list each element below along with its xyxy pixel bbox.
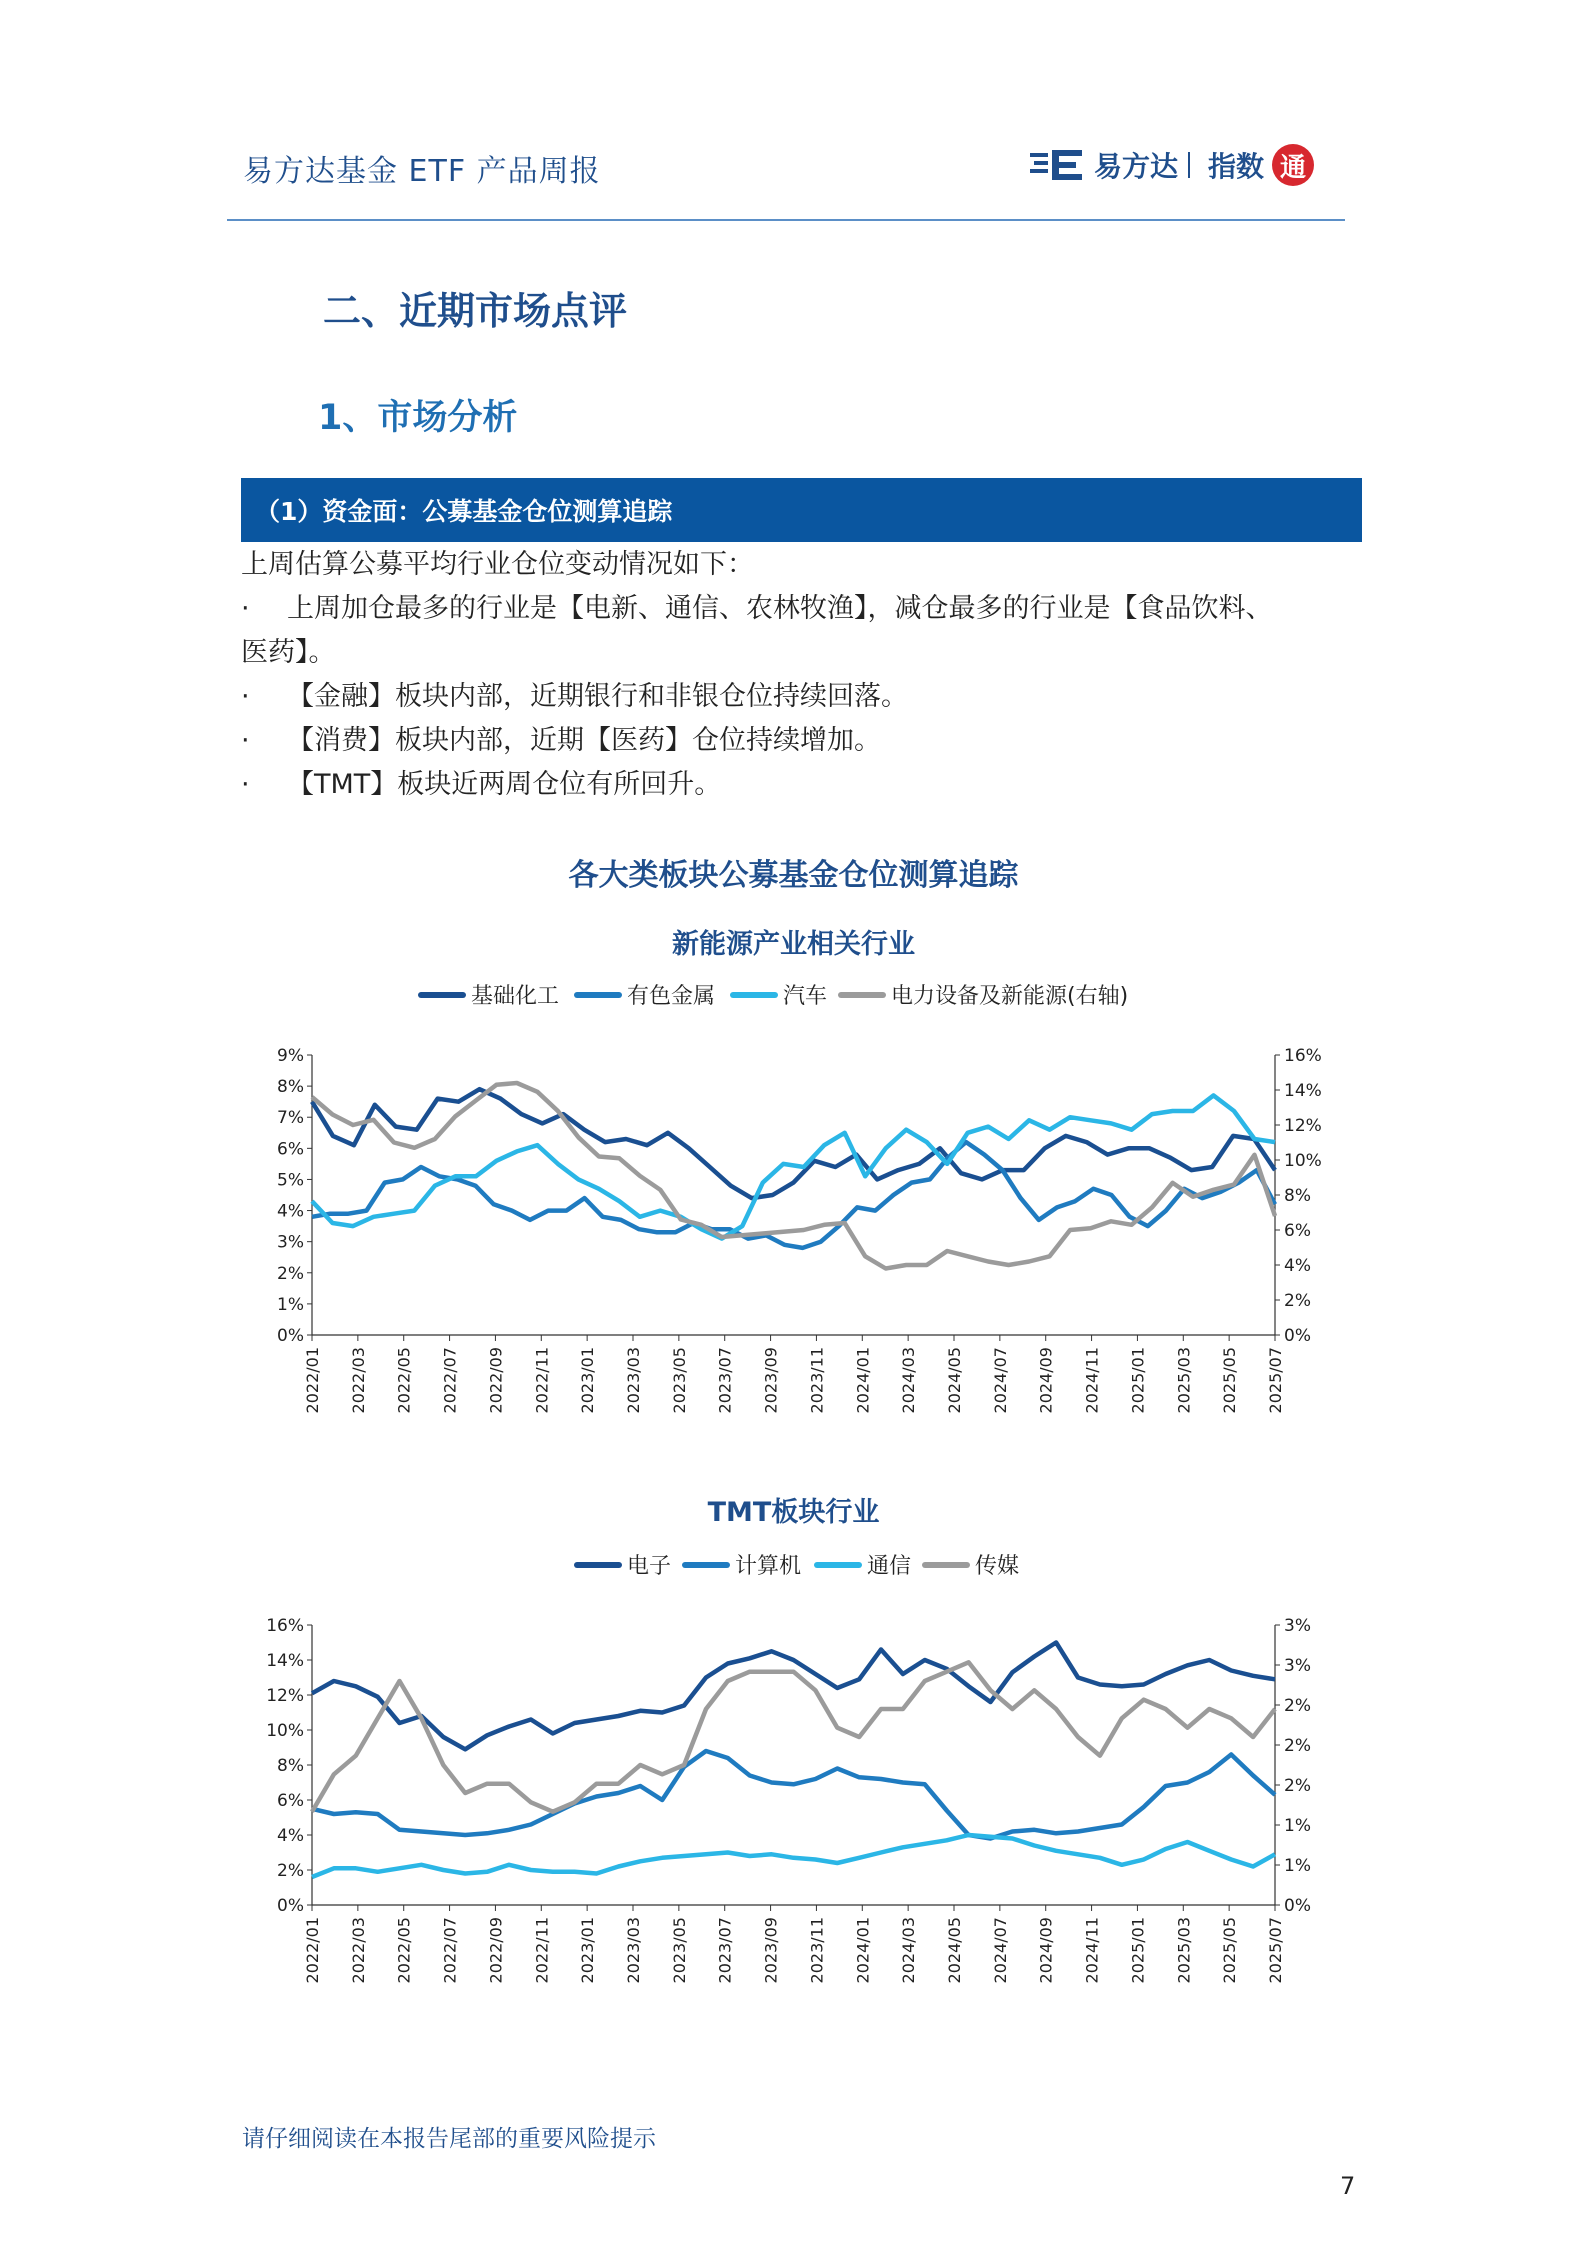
x-tick-label: 2025/01 [1128,1917,1148,1984]
x-tick-label: 2025/01 [1128,1347,1148,1414]
y-right-tick-label: 2% [1284,1696,1311,1716]
x-tick-label: 2022/11 [532,1347,552,1414]
series-line [312,1835,1275,1877]
intro-text: 上周估算公募平均行业仓位变动情况如下： [241,549,754,580]
bullet-text: 【金融】板块内部，近期银行和非银仓位持续回落。 [287,681,908,712]
y-right-tick-label: 16% [1284,1046,1322,1066]
x-tick-label: 2024/07 [990,1917,1010,1984]
y-left-tick-label: 6% [277,1791,304,1811]
series-line [312,1643,1275,1750]
y-right-tick-label: 2% [1284,1776,1311,1796]
y-left-tick-label: 10% [266,1721,304,1741]
series-line [312,1089,1275,1198]
x-tick-label: 2022/09 [486,1347,506,1414]
y-left-tick-label: 0% [277,1326,304,1346]
y-left-tick-label: 2% [277,1263,304,1284]
series-line [312,1751,1275,1839]
x-tick-label: 2022/03 [348,1347,368,1414]
legend-label: 汽车 [783,984,828,1009]
y-left-tick-label: 12% [266,1686,304,1706]
bullet-dot: · [241,725,250,756]
y-right-tick-label: 0% [1284,1326,1311,1346]
logo-brand-text: 易方达 [1094,150,1179,183]
subsection-title: 1、市场分析 [318,398,518,438]
chart2-title: TMT板块行业 [707,1497,880,1528]
bullet-4 [241,763,1366,807]
y-right-tick-label: 12% [1284,1116,1322,1136]
x-tick-label: 2022/07 [440,1917,460,1984]
legend-label: 计算机 [735,1554,802,1579]
bullet-text: 【TMT】板块近两周仓位有所回升。 [287,769,722,800]
bullet-1 [241,587,1366,631]
x-tick-label: 2024/01 [853,1917,873,1984]
page-number: 7 [1340,2172,1356,2200]
x-tick-label: 2024/11 [1082,1917,1102,1984]
x-tick-label: 2022/03 [348,1917,368,1984]
x-tick-label: 2023/03 [624,1917,643,1984]
x-tick-label: 2022/05 [394,1347,414,1414]
x-tick-label: 2024/09 [1036,1917,1056,1984]
y-left-tick-label: 8% [277,1077,304,1098]
y-left-tick-label: 6% [277,1139,304,1160]
x-tick-label: 2024/05 [945,1347,964,1414]
y-right-tick-label: 3% [1284,1656,1311,1676]
legend-label: 通信 [867,1554,912,1579]
legend-label: 电子 [627,1554,672,1579]
x-tick-label: 2023/07 [715,1347,735,1414]
section-banner: （1）资金面：公募基金仓位测算追踪 [241,478,1362,542]
legend-label: 电力设备及新能源(右轴) [891,984,1129,1009]
risk-notice: 请仔细阅读在本报告尾部的重要风险提示 [242,2126,656,2152]
logo-seal-icon: 通 [1272,144,1314,186]
legend-label: 传媒 [975,1554,1020,1579]
y-left-tick-label: 4% [277,1201,304,1222]
y-left-tick-label: 9% [277,1046,304,1066]
x-tick-label: 2023/07 [715,1917,735,1984]
legend-label: 基础化工 [471,984,560,1009]
logo-product-text: 指数 [1208,150,1265,183]
y-left-tick-label: 14% [266,1651,304,1671]
y-left-tick-label: 8% [277,1756,304,1776]
logo-e-icon [1030,150,1086,180]
x-tick-label: 2024/03 [899,1917,919,1984]
x-tick-label: 2023/09 [761,1917,781,1984]
x-tick-label: 2023/03 [624,1347,643,1414]
bullet-dot: · [241,681,250,712]
logo-separator [1188,152,1190,178]
y-left-tick-label: 0% [277,1896,304,1916]
y-right-tick-label: 4% [1284,1256,1311,1276]
header-title: 易方达基金 ETF 产品周报 [243,154,601,189]
x-tick-label: 2022/07 [440,1347,460,1414]
y-right-tick-label: 1% [1284,1816,1311,1836]
chart-tmt [250,1545,1340,2005]
y-right-tick-label: 2% [1284,1736,1311,1756]
y-left-tick-label: 3% [277,1232,304,1253]
x-tick-label: 2023/11 [807,1347,827,1414]
x-tick-label: 2024/07 [990,1347,1010,1414]
section-title: 二、近期市场点评 [323,289,628,333]
x-tick-label: 2025/05 [1220,1917,1240,1984]
x-tick-label: 2022/01 [303,1347,322,1414]
bullet-dot: · [241,769,250,800]
chart1-title: 新能源产业相关行业 [672,929,915,960]
y-right-tick-label: 2% [1284,1291,1311,1311]
bullet-3 [241,719,1366,763]
chart-legend [421,984,1128,1009]
y-right-tick-label: 1% [1284,1856,1311,1876]
y-left-tick-label: 7% [277,1108,304,1129]
x-tick-label: 2022/05 [394,1917,414,1984]
y-left-tick-label: 5% [277,1170,304,1191]
x-tick-label: 2025/03 [1174,1347,1194,1414]
x-tick-label: 2023/01 [578,1917,598,1984]
x-tick-label: 2025/03 [1174,1917,1194,1984]
y-left-tick-label: 2% [277,1861,304,1881]
y-left-tick-label: 16% [266,1616,304,1636]
chart-legend [577,1554,1019,1579]
x-tick-label: 2023/05 [669,1917,689,1984]
x-tick-label: 2025/07 [1266,1347,1285,1414]
y-right-tick-label: 6% [1284,1221,1311,1241]
x-tick-label: 2024/11 [1082,1347,1102,1414]
brand-logo [1030,140,1314,190]
x-tick-label: 2024/01 [853,1347,873,1414]
x-tick-label: 2024/09 [1036,1347,1056,1414]
bullet-text: 【消费】板块内部，近期【医药】仓位持续增加。 [287,725,881,756]
x-tick-label: 2024/03 [899,1347,919,1414]
y-right-tick-label: 0% [1284,1896,1311,1916]
bullet-text: 上周加仓最多的行业是【电新、通信、农林牧渔】，减仓最多的行业是【食品饮料、 [287,593,1273,624]
x-tick-label: 2023/11 [807,1917,827,1984]
header-divider [227,219,1345,221]
x-tick-label: 2025/07 [1266,1917,1285,1984]
x-tick-label: 2024/05 [945,1917,964,1984]
bullet-dot: · [241,593,250,624]
bullet-2 [241,675,1366,719]
y-right-tick-label: 10% [1284,1151,1322,1171]
y-right-tick-label: 3% [1284,1616,1311,1636]
x-tick-label: 2022/09 [486,1917,506,1984]
x-tick-label: 2022/01 [303,1917,322,1984]
y-left-tick-label: 4% [277,1826,304,1846]
bullet-1-continued: 医药】。 [241,637,336,668]
x-tick-label: 2023/01 [578,1347,598,1414]
chart-energy [250,975,1340,1435]
x-tick-label: 2022/11 [532,1917,552,1984]
legend-label: 有色金属 [627,984,716,1009]
charts-main-title: 各大类板块公募基金仓位测算追踪 [568,858,1019,893]
x-tick-label: 2023/09 [761,1347,781,1414]
y-right-tick-label: 8% [1284,1186,1311,1206]
y-left-tick-label: 1% [277,1294,304,1315]
x-tick-label: 2025/05 [1220,1347,1240,1414]
x-tick-label: 2023/05 [669,1347,689,1414]
y-right-tick-label: 14% [1284,1081,1322,1101]
